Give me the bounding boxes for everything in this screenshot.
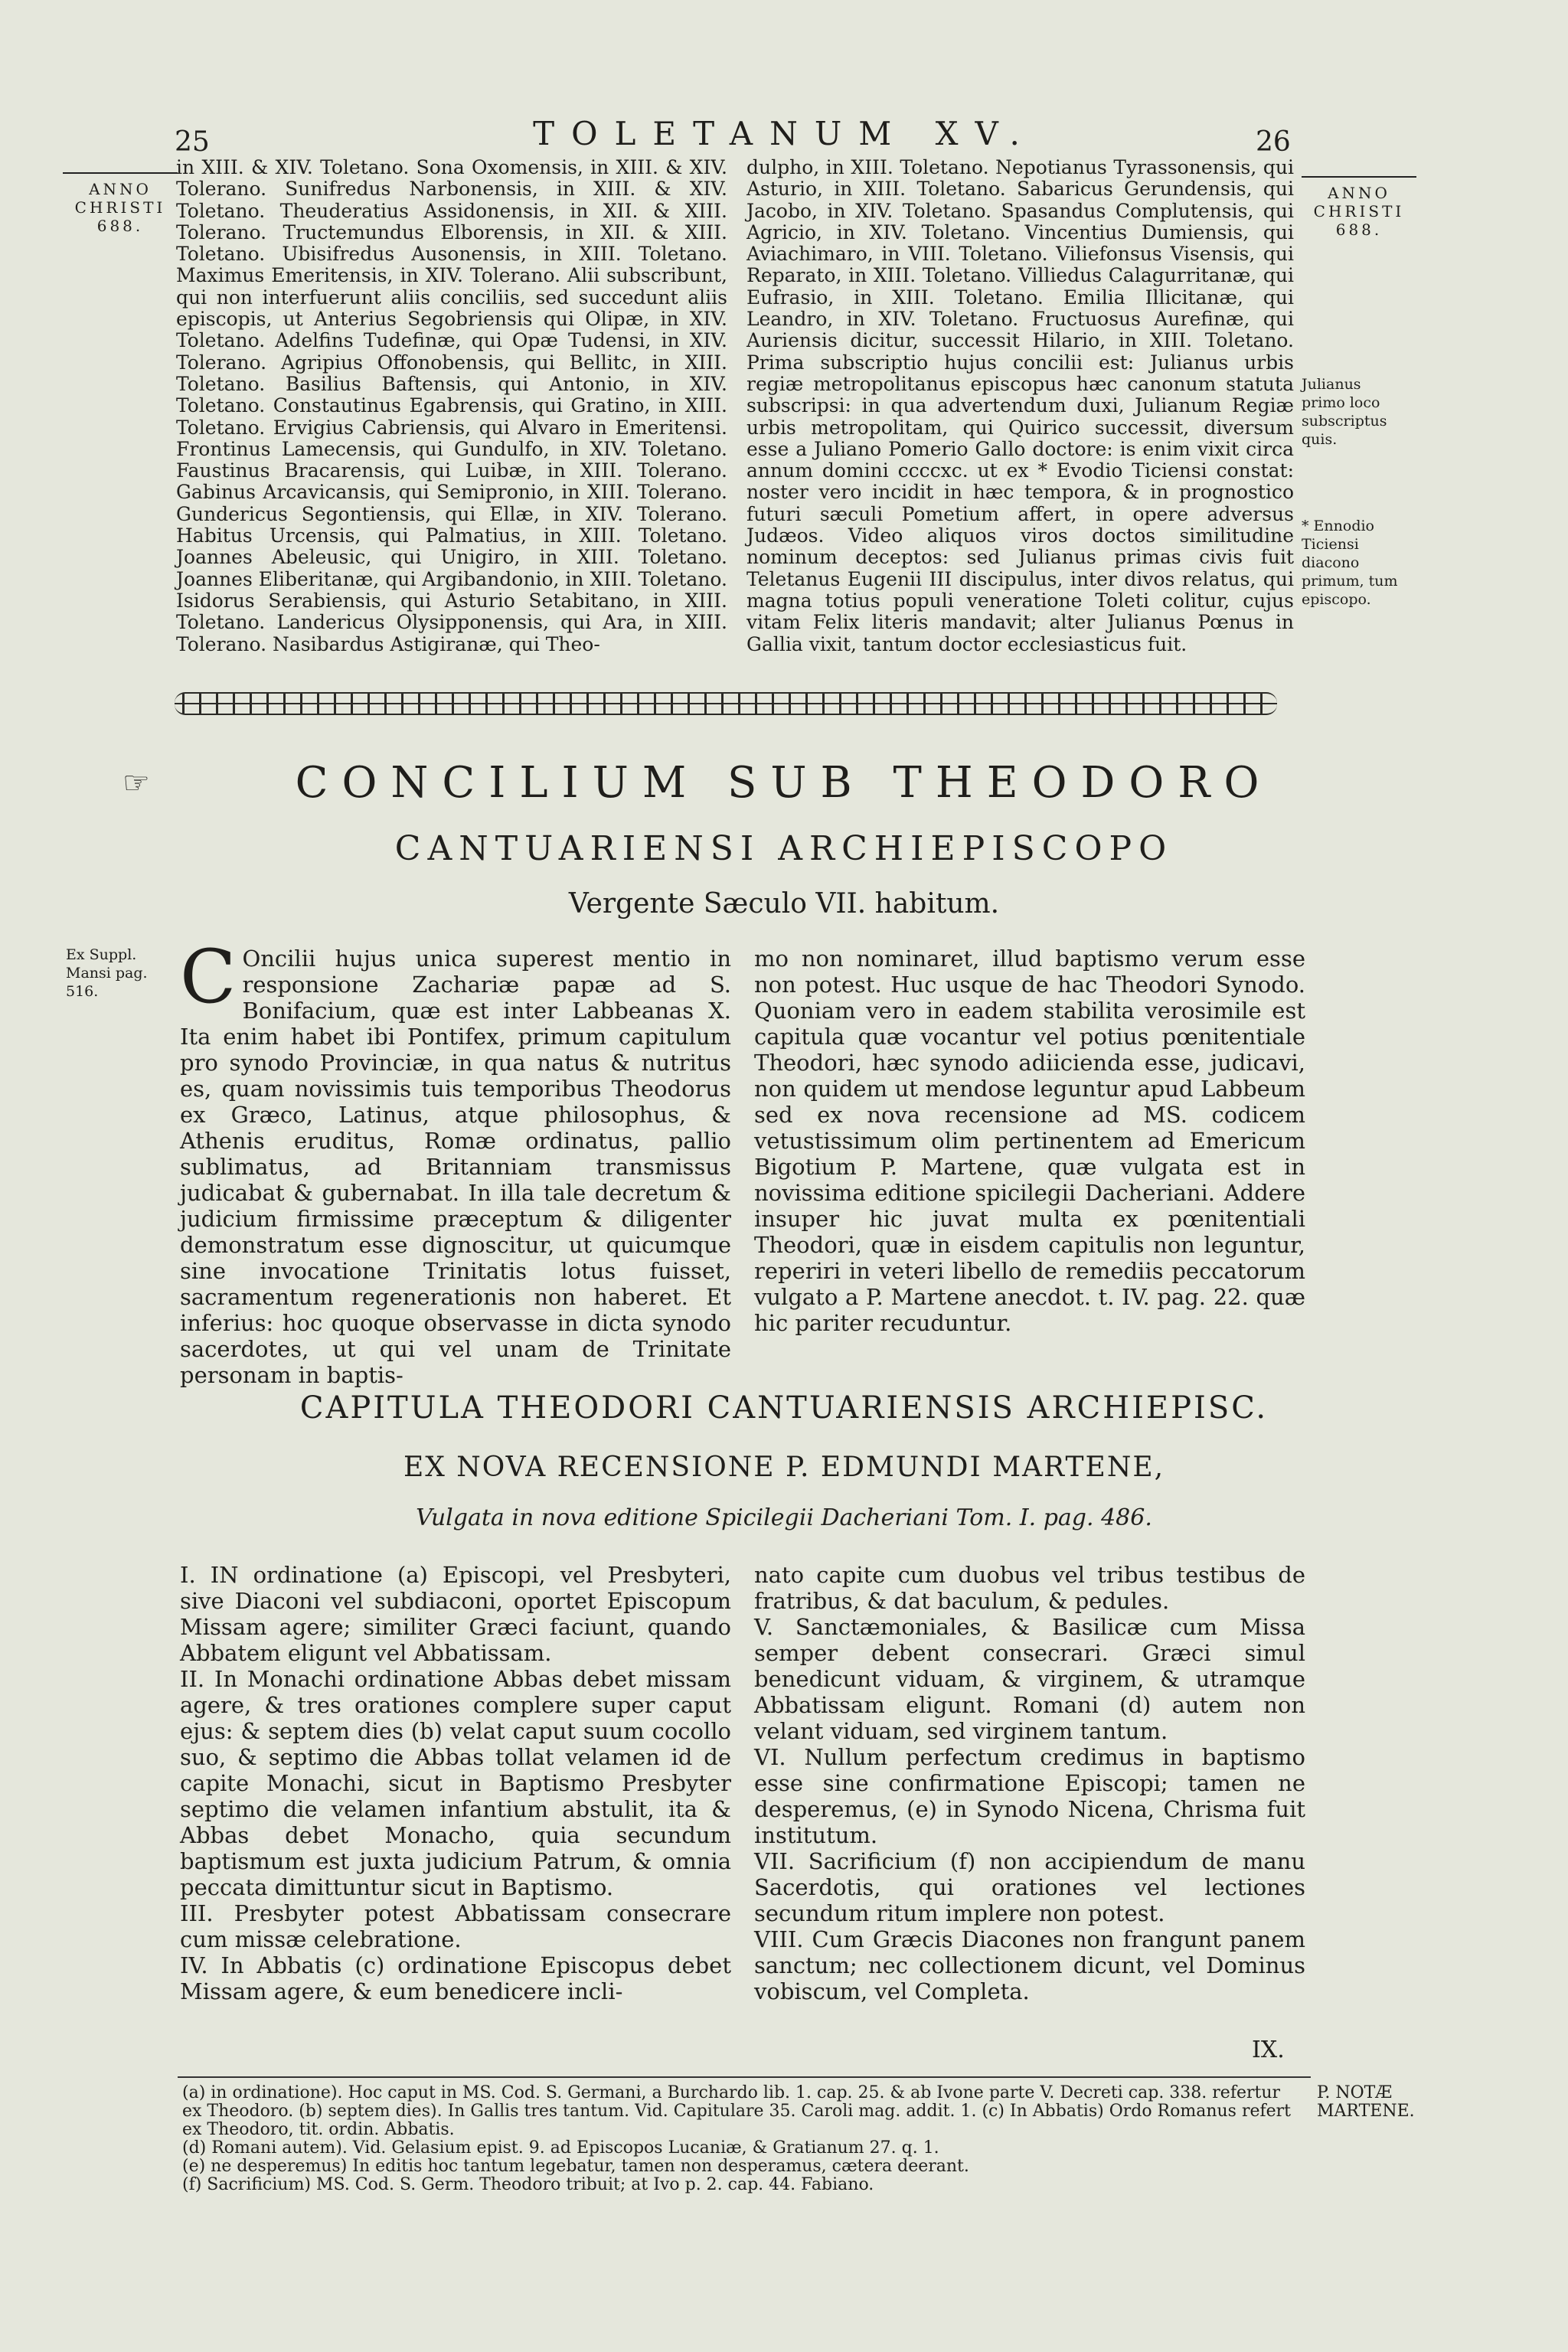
- christi-label: CHRISTI: [74, 198, 166, 217]
- running-title: TOLETANUM XV.: [533, 115, 1037, 152]
- canon-paragraph: nato capite cum duobus vel tribus testibus de fratribus, & dat baculum, & pedules.: [754, 1562, 1305, 1614]
- year-label: 688.: [1335, 220, 1383, 239]
- drop-cap: C: [180, 934, 237, 1020]
- catchword: IX.: [1252, 2037, 1285, 2063]
- footnote-margin-note: [1317, 2084, 1439, 2121]
- margin-rule: [63, 172, 178, 174]
- footnote: (f) Sacrificium) MS. Cod. S. Germ. Theodoro tribuit; at Ivo p. 2. cap. 44. Fabiano.: [182, 2175, 874, 2194]
- christi-label: CHRISTI: [1313, 202, 1405, 220]
- footnote-rule: [178, 2076, 1311, 2078]
- title-cantuariensi: CANTUARIENSI ARCHIEPISCOPO: [394, 829, 1174, 868]
- side-note-ennodio: * Ennodio Ticiensi diacono primum, tum episcopo.: [1302, 518, 1398, 608]
- capitula-source: Vulgata in nova editione Spicilegii Dacheriani Tom. I. pag. 486.: [416, 1504, 1152, 1531]
- side-note-julianus: Julianus primo loco subscriptus quis.: [1302, 376, 1387, 448]
- top-text-right-column: [746, 157, 1294, 655]
- canon-paragraph: VII. Sacrificium (f) non accipiendum de manu Sacerdotis, qui orationes vel lectiones secundum ritum implere non potest.: [754, 1848, 1305, 1926]
- title-vergente: Vergente Sæculo VII. habitum.: [568, 888, 1000, 920]
- canons-right-column: [754, 1562, 1305, 2004]
- paragraph: Oncilii hujus unica superest mentio in responsione Zachariæ papæ ad S. Bonifacium, quæ est inter Labbeanas X. Ita enim habet ibi Pontifex, primum capitulum pro synodo Provinciæ, in qua natus & nutritus es, quam novissimis tuis temporibus Theodorus ex Græco, Latinus, atque philosophus, & Athenis eruditus, Romæ ordinatus, pallio sublimatus, ad Britanniam transmissus judicabat & gubernabat. In illa tale decretum & judicium firmissime præceptum & diligenter demonstratum esse dignoscitur, ut quicumque sine invocatione Trinitatis lotus fuisset, sacramentum regenerationis non haberet. Et inferius: hoc quoque observasse in dicta synodo sacerdotes, ut qui vel unam de Trinitate personam in baptis-: [180, 946, 731, 1388]
- canon-paragraph: VIII. Cum Græcis Diacones non frangunt panem sanctum; nec collectionem dicunt, vel Dominus vobiscum, vel Completa.: [754, 1926, 1305, 2004]
- anno-label: ANNO: [1328, 184, 1390, 202]
- ornamental-divider: [175, 692, 1277, 715]
- page-number-right: 26: [1256, 126, 1291, 158]
- intro-right-column: [754, 946, 1305, 1336]
- footnote: (a) in ordinatione). Hoc caput in MS. Cod. S. Germani, a Burchardo lib. 1. cap. 25. & ab Ivone parte V. Decreti cap. 338. refertur ex Theodoro. (b) septem dies). In Gallis tres tantum. Vid. Capitulare 35. Caroli mag. addit. 1. (c) In Abbatis) Ordo Romanus refert ex Theodoro, tit. ordin. Abbatis.: [182, 2083, 1292, 2139]
- paragraph: dulpho, in XIII. Toletano. Nepotianus Tyrassonensis, qui Asturio, in XIII. Toletano. Sabaricus Gerundensis, qui Jacobo, in XIV. Toletano. Spasandus Complutensis, qui Agricio, in XIV. Toletano. Vincentius Dumiensis, qui Aviachimaro, in VIII. Toletano. Viliefonsus Visensis, qui Reparato, in XIII. Toletano. Villiedus Calagurritanæ, qui Eufrasio, in XIII. Toletano. Emilia Illicitanæ, qui Leandro, in XIV. Toletano. Fructuosus Aurefinæ, qui Auriensis dicitur, successit Hilario, in XIII. Toletano. Prima subscriptio hujus concilii est: Julianus urbis regiæ metropolitanus episcopus hæc canonum statuta subscripsi: in qua advertendum duxi, Julianum Regiæ urbis metropolitam, qui Quirico successit, diversum esse a Juliano Pomerio Gallo doctore: is enim vixit circa annum domini ccccxc. ut ex * Evodio Ticiensi constat: noster vero incidit in hæc tempora, & in prognostico futuri sæculi Pometium affert, in opere adversus Judæos. Video aliquos viros doctos similitudine nominum deceptos: sed Julianus primas civis fuit Teletanus Eugenii III discipulus, inter divos relatus, qui magna totius populi veneratione Toleti colitur, cujus vitam Felix literis mandavit; alter Julianus Pœnus in Gallia vixit, tantum doctor ecclesiasticus fuit.: [746, 156, 1294, 655]
- margin-anno-right: [1302, 176, 1416, 239]
- paragraph: mo non nominaret, illud baptismo verum esse non potest. Huc usque de hac Theodori Synodo. Quoniam vero in eadem stabilita verosimile est capitula quæ vocantur vel potius pœnitentiale Theodori, hæc synodo adiicienda esse, judicavi, non quidem ut mendose leguntur apud Labbeum sed ex nova recensione ad MS. codicem vetustissimum olim pertinentem ad Emericum Bigotium P. Martene, quæ vulgata est in novissima editione spicilegii Dacheriani. Addere insuper hic juvat multa ex pœnitentiali Theodori, quæ in eisdem capitulis non leguntur, reperiri in veteri libello de remediis peccatorum vulgato a P. Martene anecdot. t. IV. pag. 22. quæ hic pariter recuduntur.: [754, 946, 1305, 1336]
- note-label: P. NOTÆ: [1317, 2083, 1393, 2102]
- capitula-subheading: EX NOVA RECENSIONE P. EDMUNDI MARTENE,: [403, 1452, 1165, 1483]
- intro-left-column: [180, 934, 731, 1388]
- anno-label: ANNO: [89, 180, 152, 198]
- page-number-left: 25: [175, 126, 210, 158]
- manicule-icon: ☞: [122, 766, 150, 801]
- canon-paragraph: I. IN ordinatione (a) Episcopi, vel Presbyteri, sive Diaconi vel subdiaconi, oportet Episcopum Missam agere; similiter Græci faciunt, quando Abbatem eligunt vel Abbatissam.: [180, 1562, 731, 1666]
- note-label: MARTENE.: [1317, 2102, 1415, 2121]
- canon-paragraph: III. Presbyter potest Abbatissam consecrare cum missæ celebratione.: [180, 1900, 731, 1952]
- year-label: 688.: [96, 217, 144, 235]
- footnote: (d) Romani autem). Vid. Gelasium epist. 9. ad Episcopos Lucaniæ, & Gratianum 27. q. 1.: [182, 2138, 939, 2158]
- title-concilium: CONCILIUM SUB THEODORO: [295, 758, 1273, 808]
- canon-paragraph: II. In Monachi ordinatione Abbas debet missam agere, & tres orationes complere super caput ejus: & septem dies (b) velat caput suum cocollo suo, & septimo die Abbas tollat velamen id de capite Monachi, sicut in Baptismo Presbyter septimo die velamen infantium abstulit, ita & Abbas debet Monacho, quia secundum baptismum est juxta judicium Patrum, & omnia peccata dimittuntur sicut in Baptismo.: [180, 1666, 731, 1900]
- margin-anno-left: [63, 172, 178, 235]
- capitula-heading: CAPITULA THEODORI CANTUARIENSIS ARCHIEPISC.: [299, 1390, 1269, 1426]
- canon-paragraph: V. Sanctæmoniales, & Basilicæ cum Missa semper debent consecrari. Græci simul benedicunt viduam, & virginem, & utramque Abbatissam eligunt. Romani (d) autem non velant viduam, sed virginem tantum.: [754, 1614, 1305, 1744]
- paragraph: in XIII. & XIV. Toletano. Sona Oxomensis, in XIII. & XIV. Tolerano. Sunifredus Narbonensis, in XIII. & XIV. Toletano. Theuderatius Assidonensis, in XII. & XIII. Tolerano. Tructemundus Elborensis, in XII. & XIII. Toletano. Ubisifredus Ausonensis, in XIII. Toletano. Maximus Emeritensis, in XIV. Tolerano. Alii subscribunt, qui non interfuerunt aliis conciliis, sed succedunt aliis episcopis, ut Anterius Segobriensis qui Olipæ, in XIV. Toletano. Adelfins Tudefinæ, qui Opæ Tudensi, in XIV. Tolerano. Agripius Offonobensis, qui Bellitc, in XIII. Toletano. Basilius Baftensis, qui Antonio, in XIV. Toletano. Constautinus Egabrensis, qui Gratino, in XIII. Toletano. Ervigius Cabriensis, qui Alvaro in Emeritensi. Frontinus Lamecensis, qui Gundulfo, in XIV. Toletano. Faustinus Bracarensis, qui Luibæ, in XIII. Tolerano. Gabinus Arcavicansis, qui Semipronio, in XIII. Tolerano. Gundericus Segontiensis, qui Ellæ, in XIV. Tolerano. Habitus Urcensis, qui Palmatius, in XIII. Toletano. Joannes Abeleusic, qui Unigiro, in XIII. Toletano. Joannes Eliberitanæ, qui Argibandonio, in XIII. Toletano. Isidorus Serabiensis, qui Asturio Setabitano, in XIII. Toletano. Landericus Olysipponensis, qui Ara, in XIII. Tolerano. Nasibardus Astigiranæ, qui Theo-: [176, 156, 727, 655]
- canon-paragraph: IV. In Abbatis (c) ordinatione Episcopus debet Missam agere, & eum benedicere incli-: [180, 1952, 731, 2004]
- side-note-mansi: Ex Suppl. Mansi pag. 516.: [66, 946, 148, 1000]
- footnotes: [182, 2084, 1300, 2194]
- margin-rule: [1302, 176, 1416, 178]
- footnote: (e) ne desperemus) In editis hoc tantum legebatur, tamen non desperamus, cætera deerant.: [182, 2157, 969, 2176]
- top-text-left-column: [176, 157, 727, 655]
- canons-left-column: [180, 1562, 731, 2004]
- canon-paragraph: VI. Nullum perfectum credimus in baptismo esse sine confirmatione Episcopi; tamen ne desperemus, (e) in Synodo Nicena, Chrisma fuit institutum.: [754, 1744, 1305, 1848]
